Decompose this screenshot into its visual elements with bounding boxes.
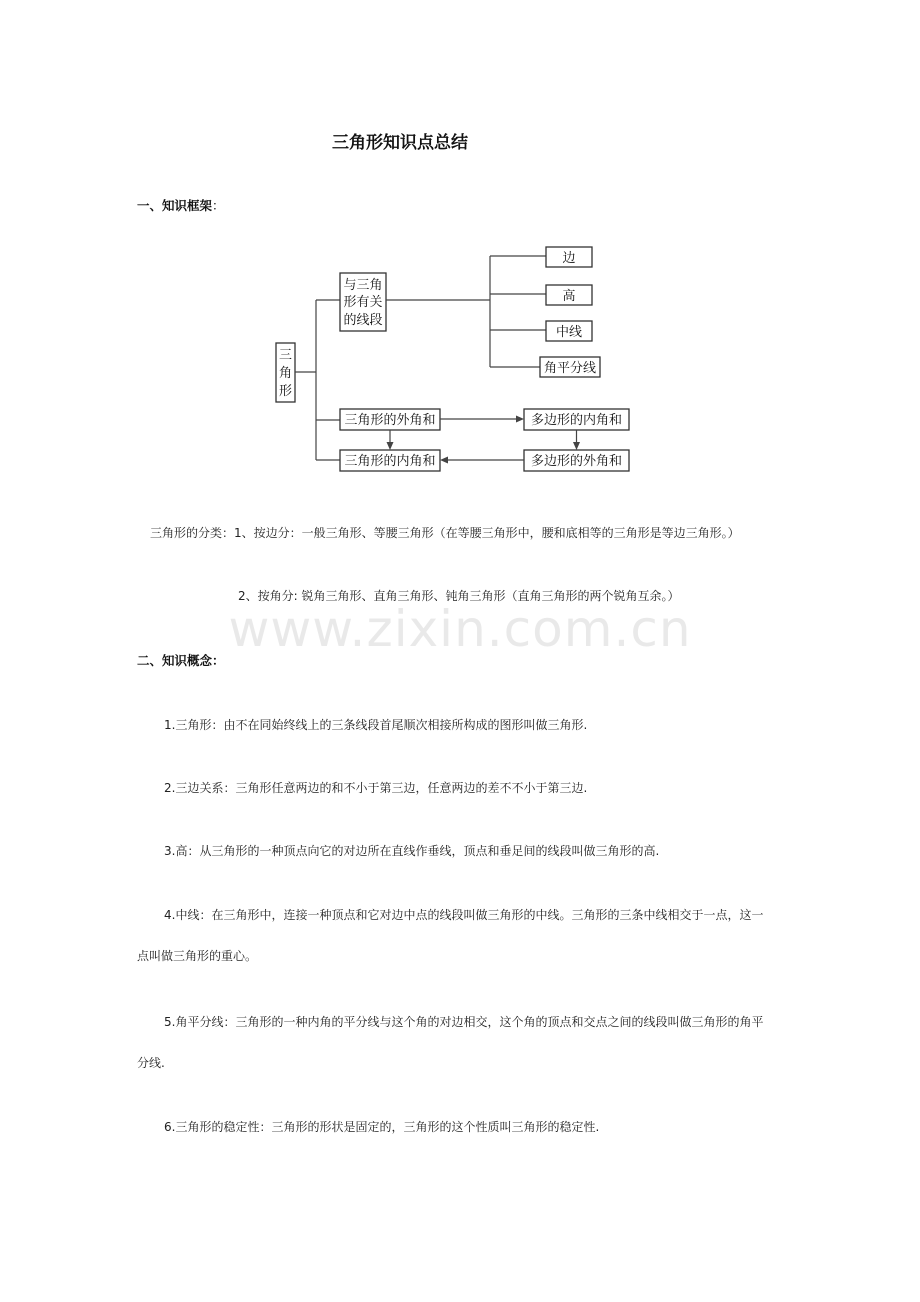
root-label-1: 三 [278, 348, 293, 363]
segments-group-line-2: 形有关 [343, 295, 383, 310]
classification-by-angles: 2、按角分: 锐角三角形、直角三角形、钝角三角形（直角三角形的两个锐角互余。） [238, 589, 680, 603]
arrowhead-down-right [573, 442, 580, 450]
section-heading-framework-text: 一、知识框架 [137, 198, 213, 213]
concept-bisector-line-1: 5.角平分线：三角形的一种内角的平分线与这个角的对边相交，这个角的顶点和交点之间的线段叫做三角形的角平 [164, 1015, 764, 1029]
polygon-exterior-sum-label: 多边形的外角和 [530, 454, 623, 469]
segment-label-side: 边 [562, 251, 576, 266]
concept-bisector-line-2: 分线. [137, 1056, 165, 1070]
segment-label-altitude: 高 [562, 289, 576, 304]
concept-median-line-2: 点叫做三角形的重心。 [137, 949, 258, 963]
section-heading-colon: ： [212, 198, 225, 213]
concept-triangle: 1.三角形：由不在同始终线上的三条线段首尾顺次相接所构成的图形叫做三角形. [164, 718, 588, 732]
exterior-angle-sum-label: 三角形的外角和 [344, 413, 436, 428]
page-title: 三角形知识点总结 [332, 133, 468, 153]
segments-group-line-1: 与三角 [343, 278, 383, 293]
concept-altitude: 3.高：从三角形的一种顶点向它的对边所在直线作垂线，顶点和垂足间的线段叫做三角形的高. [164, 844, 660, 858]
section-heading-concepts: 二、知识概念： [137, 653, 225, 668]
interior-angle-sum-label: 三角形的内角和 [344, 454, 436, 469]
concept-median-line-1: 4.中线：在三角形中，连接一种顶点和它对边中点的线段叫做三角形的中线。三角形的三条中线相交于一点，这一 [164, 908, 764, 922]
classification-by-sides: 三角形的分类：1、按边分：一般三角形、等腰三角形（在等腰三角形中，腰和底相等的三角形是等边三角形。） [150, 526, 740, 540]
arrowhead-left [440, 457, 448, 464]
watermark: www.zixin.com.cn [228, 600, 692, 658]
segments-group-line-3: 的线段 [343, 313, 383, 328]
root-label-2: 角 [278, 366, 293, 381]
segment-label-median: 中线 [555, 325, 583, 340]
concept-three-sides: 2.三边关系：三角形任意两边的和不小于第三边，任意两边的差不不小于第三边. [164, 781, 588, 795]
segment-label-bisector: 角平分线 [543, 361, 597, 376]
knowledge-framework-diagram [0, 0, 920, 500]
arrowhead-right [516, 416, 524, 423]
root-label-3: 形 [278, 384, 293, 399]
arrowhead-down-left [387, 442, 394, 450]
polygon-interior-sum-label: 多边形的内角和 [530, 413, 623, 428]
concept-stability: 6.三角形的稳定性：三角形的形状是固定的，三角形的这个性质叫三角形的稳定性. [164, 1120, 600, 1134]
